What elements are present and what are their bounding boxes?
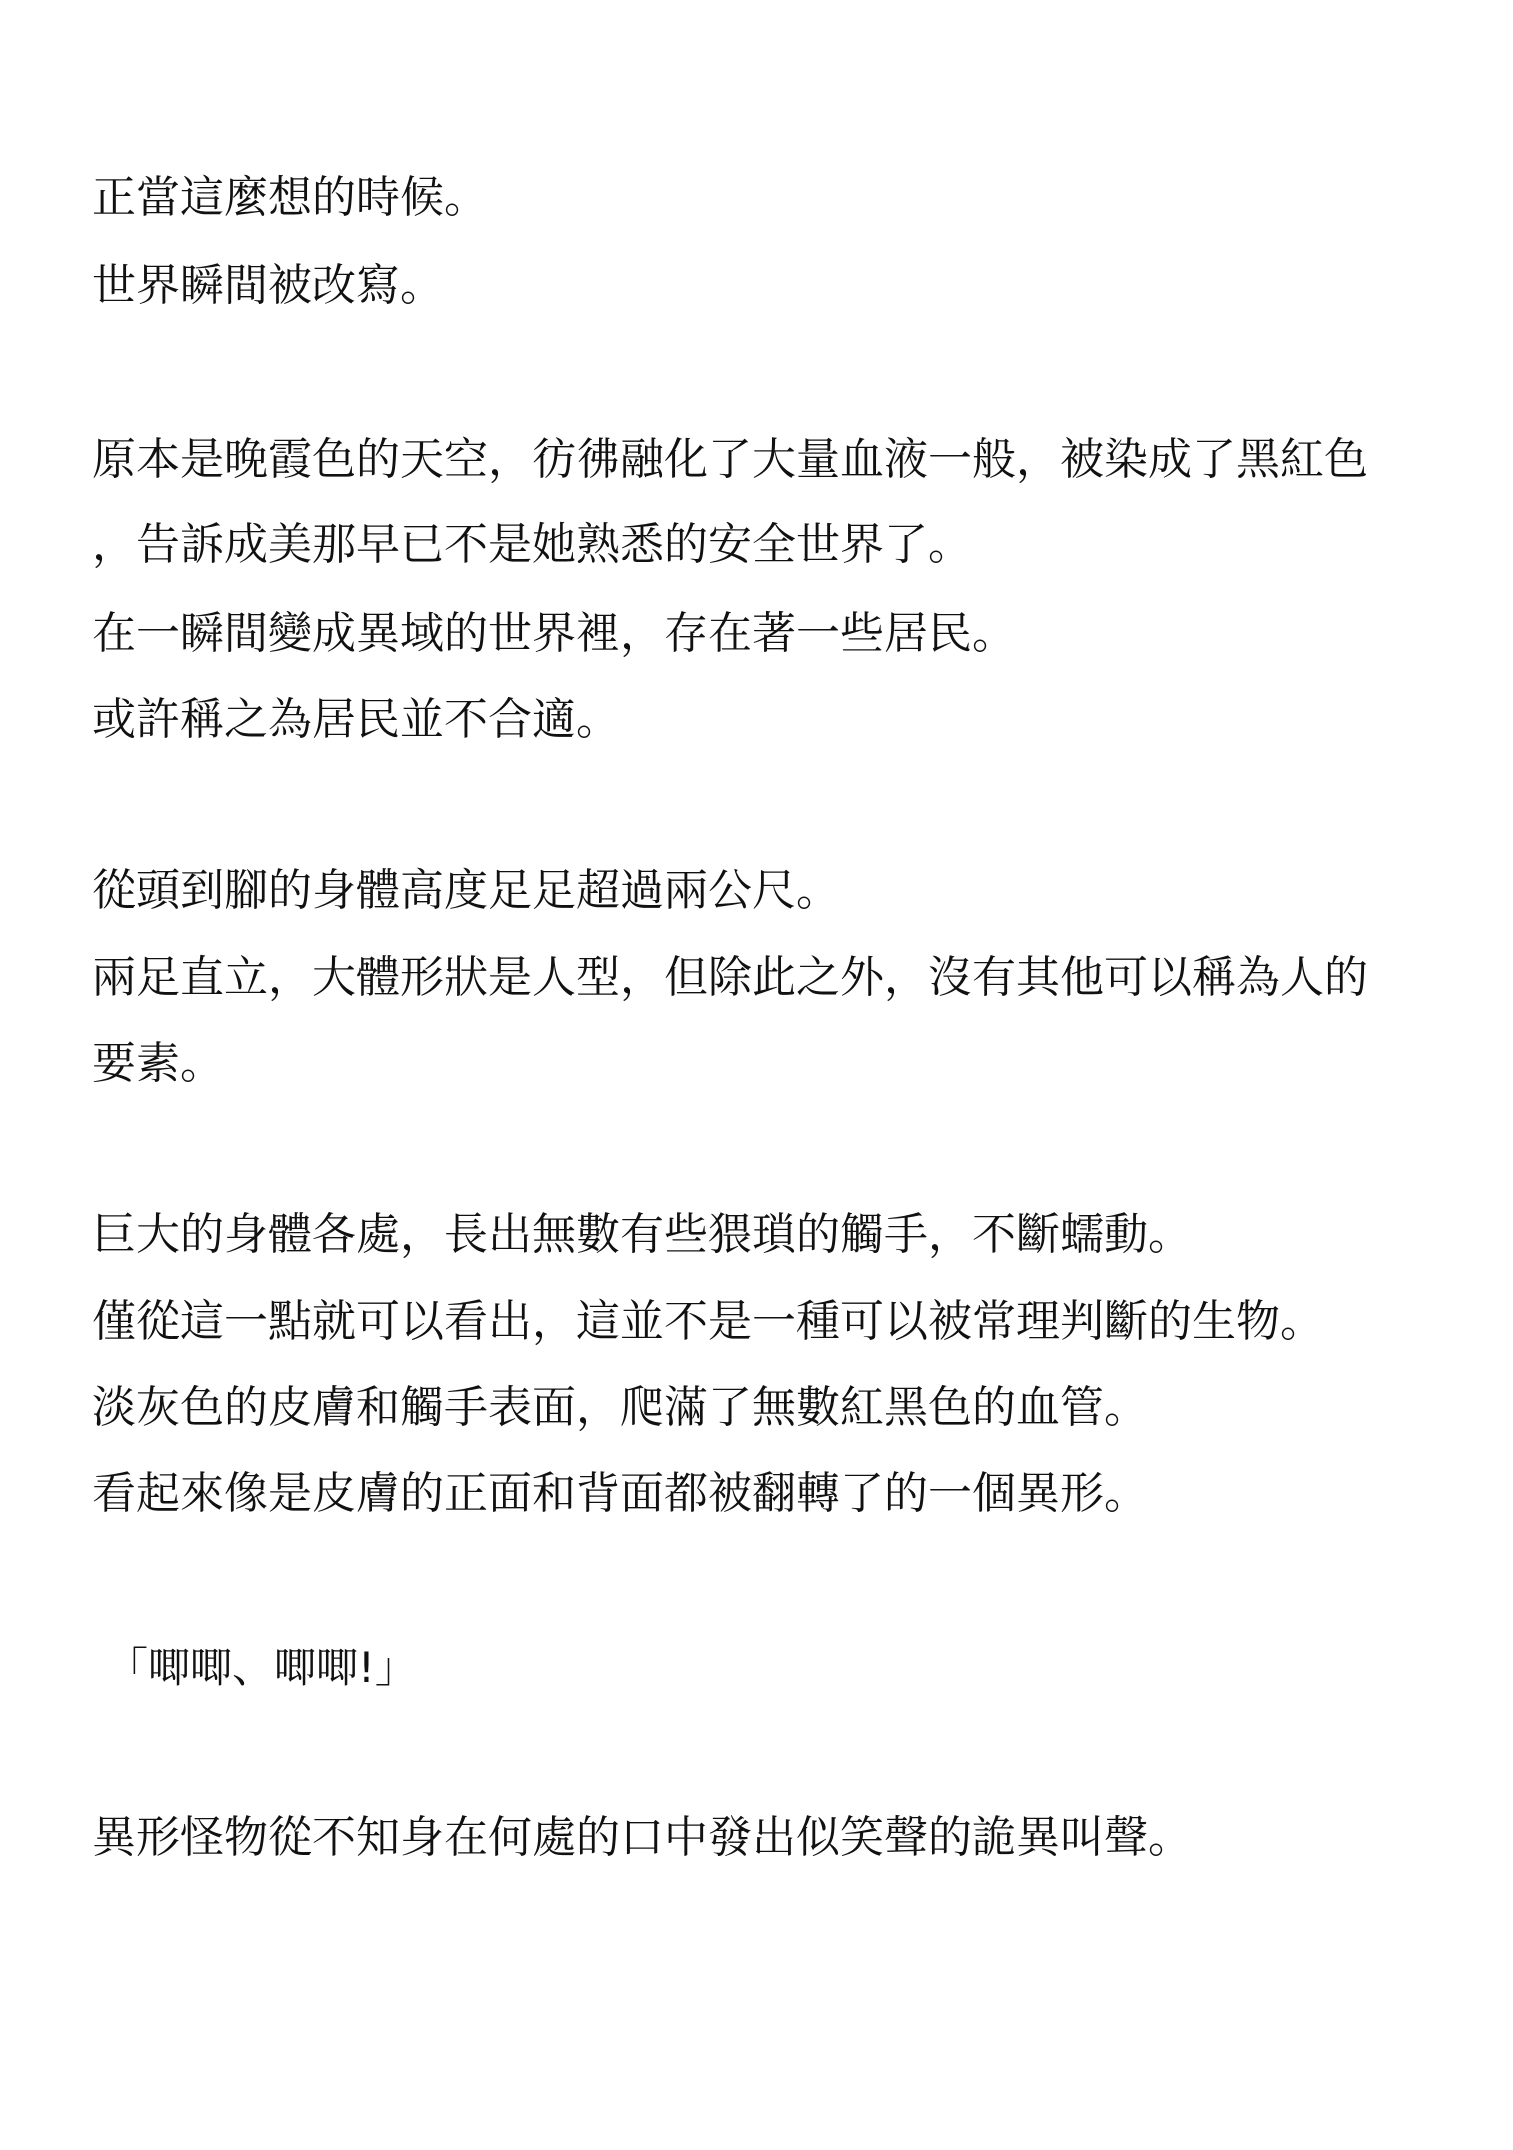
text-line: 淡灰色的皮膚和觸手表面，爬滿了無數紅黑色的血管。 (92, 1382, 1148, 1433)
text-line: 僅從這一點就可以看出，這並不是一種可以被常理判斷的生物。 (92, 1296, 1324, 1347)
text-line: 正當這麼想的時候。 (92, 172, 488, 223)
text-line: 兩足直立，大體形狀是人型，但除此之外，沒有其他可以稱為人的 (92, 952, 1368, 1003)
text-line: 要素。 (92, 1038, 224, 1089)
dialogue-line: 「唧唧、唧唧!」 (106, 1643, 417, 1692)
text-line: ，告訴成美那早已不是她熟悉的安全世界了。 (92, 519, 972, 570)
text-line: 異形怪物從不知身在何處的口中發出似笑聲的詭異叫聲。 (92, 1812, 1192, 1863)
text-line: 看起來像是皮膚的正面和背面都被翻轉了的一個異形。 (92, 1468, 1148, 1519)
text-line: 或許稱之為居民並不合適。 (92, 694, 620, 745)
text-line: 在一瞬間變成異域的世界裡，存在著一些居民。 (92, 608, 1016, 659)
text-line: 世界瞬間被改寫。 (92, 260, 444, 311)
text-line: 巨大的身體各處，長出無數有些猥瑣的觸手，不斷蠕動。 (92, 1209, 1192, 1260)
text-line: 從頭到腳的身體高度足足超過兩公尺。 (92, 865, 840, 916)
text-line: 原本是晚霞色的天空，彷彿融化了大量血液一般，被染成了黑紅色 (92, 434, 1368, 485)
